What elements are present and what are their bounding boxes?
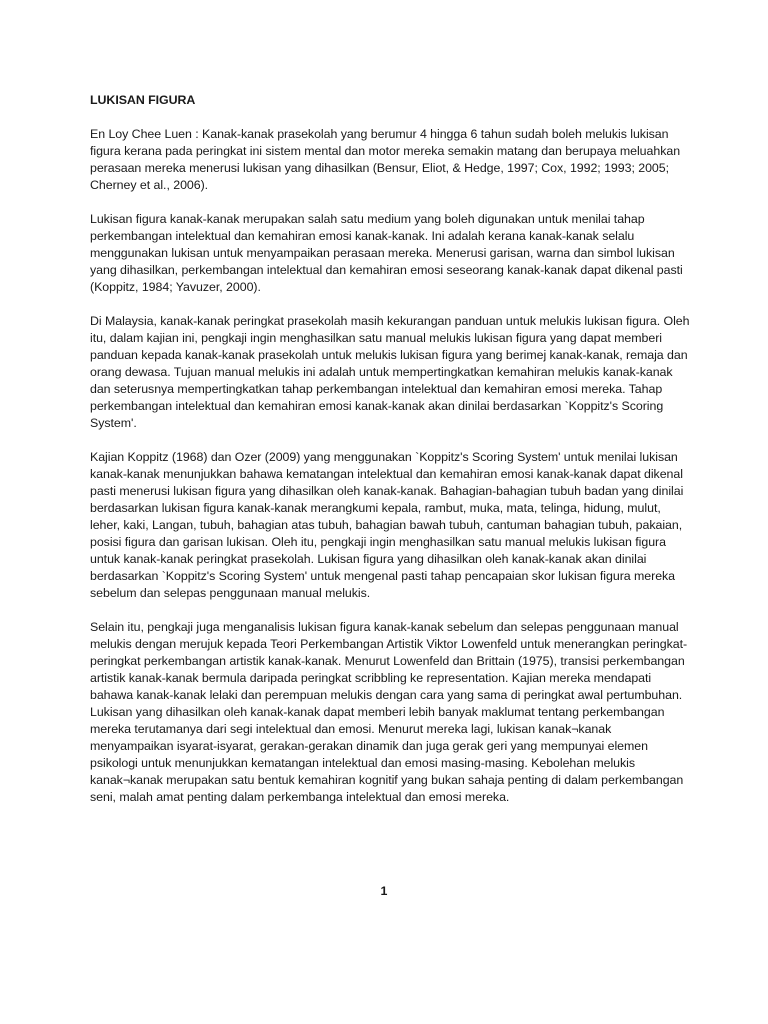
paragraph-malaysia: Di Malaysia, kanak-kanak peringkat prasekolah masih kekurangan panduan untuk melukis lukisan figura. Oleh itu, dalam kajian ini, pengkaji ingin menghasilkan satu manual melukis lukisan figura yang dapat memberi panduan kepada kanak-kanak prasekolah untuk melukis lukisan figura yang berimej kanak-kanak, remaja dan orang dewasa. Tujuan manual melukis ini adalah untuk mempertingkatkan kemahiran melukis kanak-kanak dan seterusnya mempertingkatkan tahap perkembangan intelektual dan kemahiran emosi mereka. Tahap perkembangan intelektual dan kemahiran emosi kanak-kanak akan dinilai berdasarkan `Koppitz's Scoring System'.	[90, 314, 690, 430]
paragraph-medium: Lukisan figura kanak-kanak merupakan salah satu medium yang boleh digunakan untuk menilai tahap perkembangan intelektual dan kemahiran emosi kanak-kanak. Ini adalah kerana kanak-kanak selalu menggunakan lukisan untuk menyampaikan perasaan mereka. Menerusi garisan, warna dan simbol lukisan yang dihasilkan, perkembangan intelektual dan kemahiran emosi seseorang kanak-kanak dapat dikenal pasti (Koppitz, 1984; Yavuzer, 2000).	[90, 212, 683, 294]
paragraph-koppitz: Kajian Koppitz (1968) dan Ozer (2009) yang menggunakan `Koppitz's Scoring System' untuk menilai lukisan kanak-kanak menunjukkan bahawa kematangan intelektual dan kemahiran emosi kanak-kanak dapat dikenal pasti menerusi lukisan figura yang dihasilkan oleh kanak-kanak. Bahagian-bahagian tubuh badan yang dinilai berdasarkan lukisan figura kanak-kanak merangkumi kepala, rambut, muka, mata, telinga, hidung, mulut, leher, kaki, Langan, tubuh, bahagian atas tubuh, bahagian bawah tubuh, cantuman bahagian tubuh, pakaian, posisi figura dan garisan lukisan. Oleh itu, pengkaji ingin menghasilkan satu manual melukis lukisan figura untuk kanak-kanak peringkat prasekolah. Lukisan figura yang dihasilkan oleh kanak-kanak akan dinilai berdasarkan `Koppitz's Scoring System' untuk mengenal pasti tahap pencapaian skor lukisan figura mereka sebelum dan selepas penggunaan manual melukis.	[90, 450, 684, 600]
document-body	[90, 92, 694, 823]
page-number: 1	[380, 884, 388, 898]
document-title: LUKISAN FIGURA	[90, 93, 196, 107]
paragraph-intro: En Loy Chee Luen : Kanak-kanak prasekolah yang berumur 4 hingga 6 tahun sudah boleh melukis lukisan figura kerana pada peringkat ini sistem mental dan motor mereka semakin matang dan berupaya meluahkan perasaan mereka menerusi lukisan yang dihasilkan (Bensur, Eliot, & Hedge, 1997; Cox, 1992; 1993; 2005; Cherney et al., 2006).	[90, 127, 681, 192]
paragraph-lowenfeld: Selain itu, pengkaji juga menganalisis lukisan figura kanak-kanak sebelum dan selepas penggunaan manual melukis dengan merujuk kepada Teori Perkembangan Artistik Viktor Lowenfeld untuk menerangkan peringkat-peringkat perkembangan artistik kanak-kanak. Menurut Lowenfeld dan Brittain (1975), transisi perkembangan artistik kanak-kanak bermula daripada peringkat scribbling ke representation. Kajian mereka mendapati bahawa kanak-kanak lelaki dan perempuan melukis dengan cara yang sama di peringkat awal pertumbuhan. Lukisan yang dihasilkan oleh kanak-kanak dapat memberi lebih banyak maklumat tentang perkembangan mereka terutamanya dari segi intelektual dan emosi. Menurut mereka lagi, lukisan kanak¬kanak menyampaikan isyarat-isyarat, gerakan-gerakan dinamik dan juga gerak geri yang mempunyai elemen psikologi untuk menunjukkan kematangan intelektual dan emosi masing-masing. Kebolehan melukis kanak¬kanak merupakan satu bentuk kemahiran kognitif yang bukan sahaja penting di dalam perkembangan seni, malah amat penting dalam perkembanga intelektual dan emosi mereka.	[90, 620, 688, 804]
